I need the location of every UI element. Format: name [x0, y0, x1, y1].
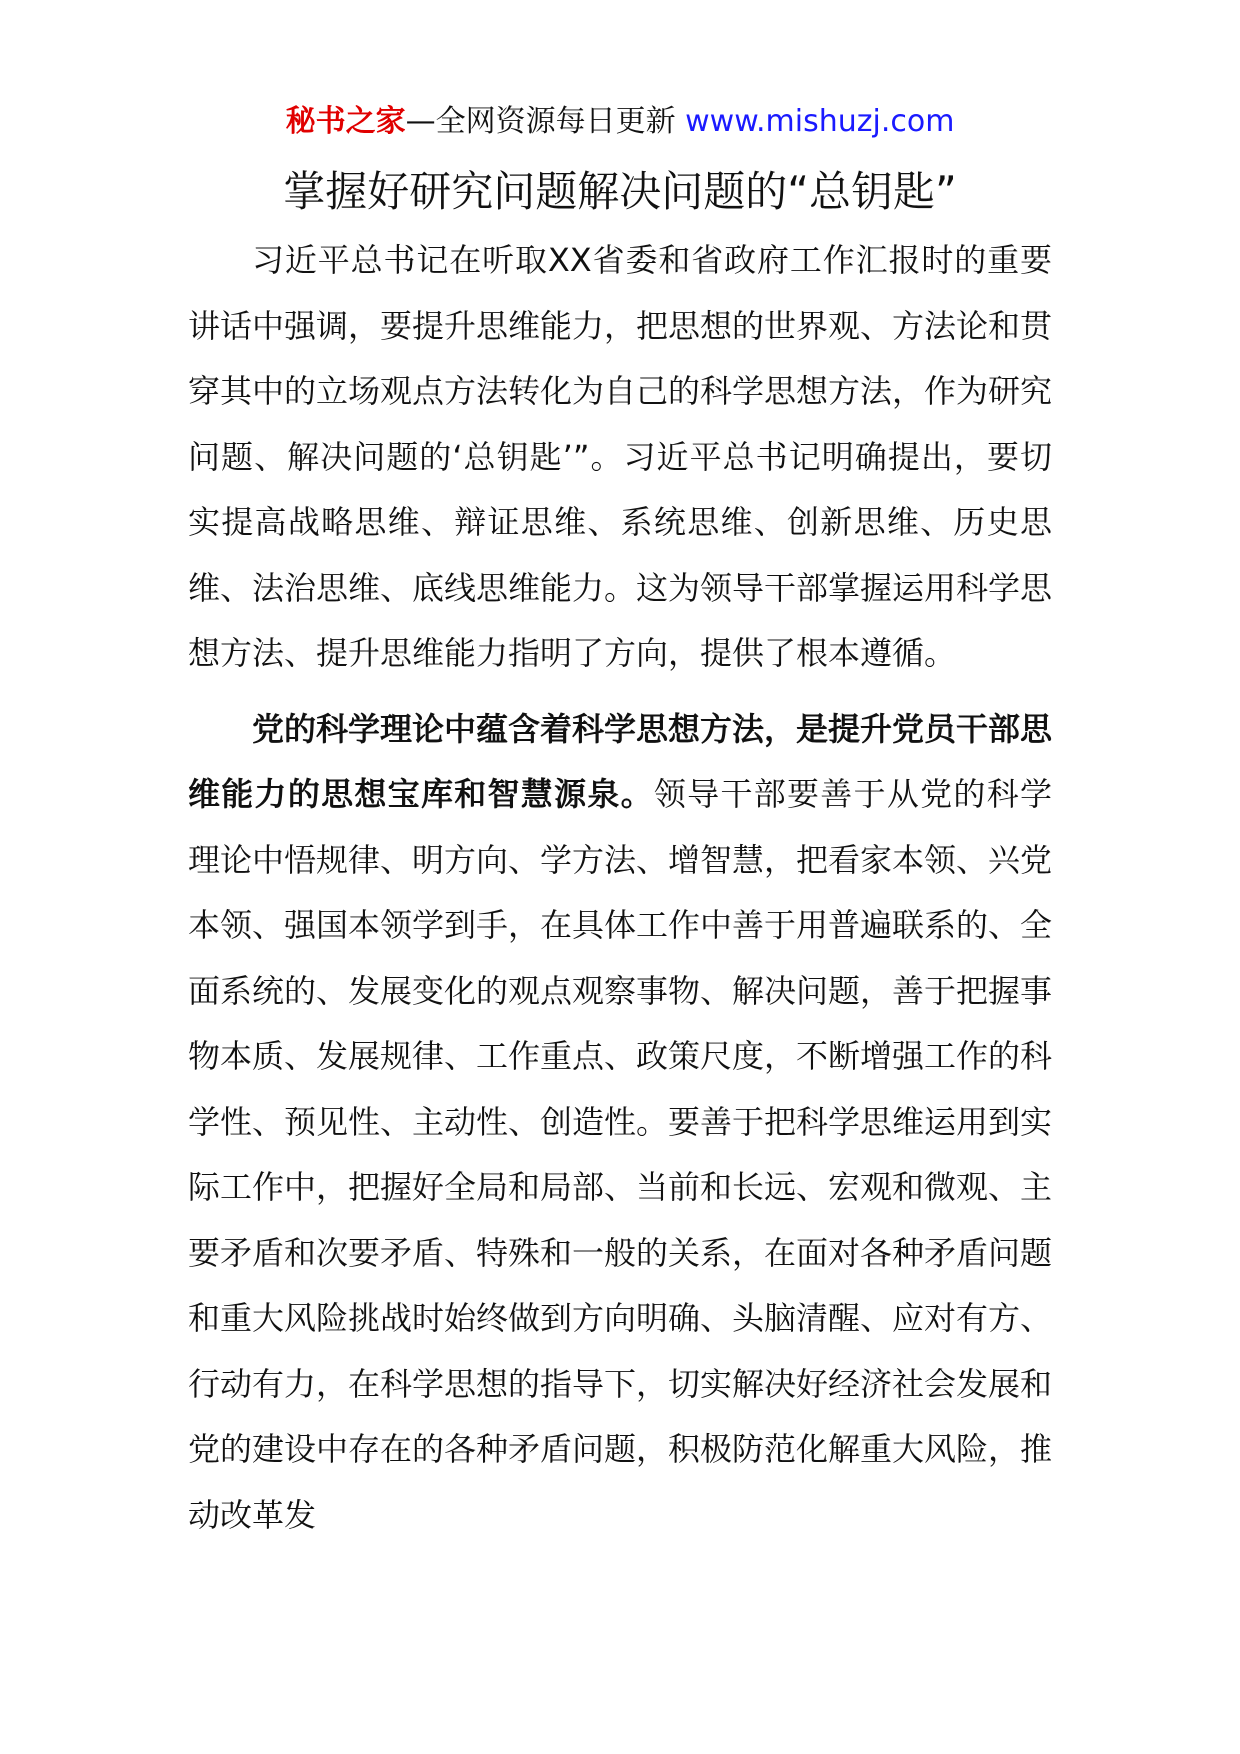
- document-title: 掌握好研究问题解决问题的“总钥匙”: [283, 167, 957, 216]
- site-url-link[interactable]: www.mishuzj.com: [685, 104, 955, 139]
- brand-name: 秘书之家: [285, 104, 406, 139]
- paragraph-text: 习近平总书记在听取XX省委和省政府工作汇报时的重要讲话中强调，要提升思维能力，把思想的世界观、方法论和贯穿其中的立场观点方法转化为自己的科学思想方法，作为研究问题、解决问题的‘总钥匙’”。习近平总书记明确提出，要切实提高战略思维、辩证思维、系统思维、创新思维、历史思维、法治思维、底线思维能力。这为领导干部掌握运用科学思想方法、提升思维能力指明了方向，提供了根本遵循。: [188, 241, 1053, 672]
- paragraph-lead-sentence: 党的科学理论中蕴含着科学思想方法，是提升党员干部思维能力的思想宝库和智慧源泉。: [188, 709, 1053, 813]
- document-body: [188, 228, 1052, 1548]
- body-paragraph-2: [188, 697, 1052, 1549]
- site-header: [0, 100, 1240, 144]
- paragraph-text: 领导干部要善于从党的科学理论中悟规律、明方向、学方法、增智慧，把看家本领、兴党本领、强国本领学到手，在具体工作中善于用普遍联系的、全面系统的、发展变化的观点观察事物、解决问题，善于把握事物本质、发展规律、工作重点、政策尺度，不断增强工作的科学性、预见性、主动性、创造性。要善于把科学思维运用到实际工作中，把握好全局和局部、当前和长远、宏观和微观、主要矛盾和次要矛盾、特殊和一般的关系，在面对各种矛盾问题和重大风险挑战时始终做到方向明确、头脑清醒、应对有方、行动有力，在科学思想的指导下，切实解决好经济社会发展和党的建设中存在的各种矛盾问题，积极防范化解重大风险，推动改革发: [188, 775, 1053, 1534]
- site-tagline: —全网资源每日更新: [405, 104, 676, 139]
- body-paragraph-1: [188, 228, 1052, 687]
